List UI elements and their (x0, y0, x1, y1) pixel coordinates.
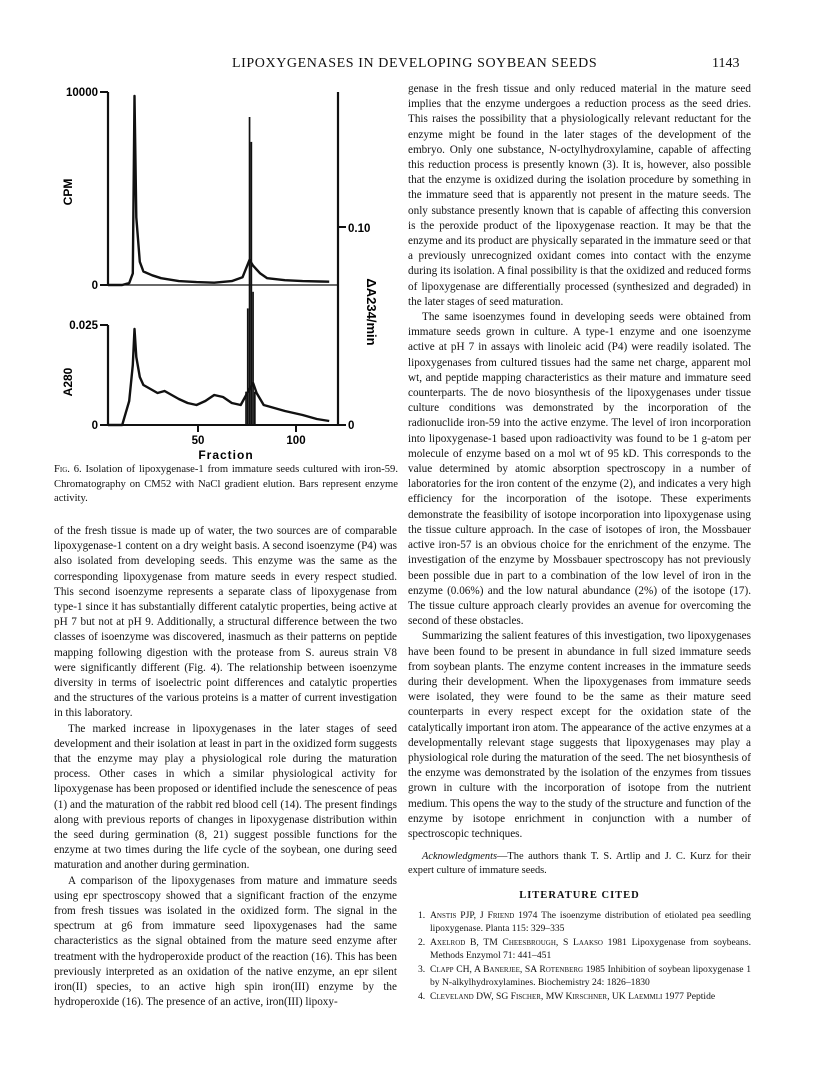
reference-item (408, 990, 751, 1003)
right-column (408, 82, 751, 1004)
reference-authors: Anstis PJP, J Friend (430, 910, 515, 922)
reference-text: 1977 Peptide (662, 991, 716, 1003)
figure-caption (54, 463, 398, 507)
reference-text: 1985 Inhibition of soybean lipoxygenase 1 by N-alkylhydroxylamines. Biochemistry 24: 1826–1830 (430, 964, 751, 989)
x-axis-label: Fraction (198, 448, 254, 462)
reference-authors: Cleveland DW, SG Fischer, MW Kirschner, UK Laemmli (430, 991, 663, 1003)
tick-label-10000: 10000 (66, 87, 98, 99)
activity-bar (252, 292, 254, 425)
reference-item (408, 936, 751, 962)
activity-bar (245, 392, 247, 425)
acknowledgments-label: Acknowledgments (422, 851, 498, 863)
series-line-cpm (108, 96, 329, 285)
y-axis-label-cpm: CPM (61, 178, 75, 206)
tick-label-0.025: 0.025 (69, 320, 98, 332)
series-layer (108, 96, 329, 425)
series-line-a280 (108, 329, 329, 425)
paragraph: The marked increase in lipoxygenases in the later stages of seed development and their isolation at least in part in the oxidized form suggests that the enzyme may play a physiological role during the maturation process. Other cases in which a similar physiological activity for lipoxygenase has been proposed or identified include the senescence of peas (1) and the maturation of the rabbit red blood cell (14). The present findings along with previous reports of changes in lipoxygenase distribution within the seed during germination (8, 21) suggest possible functions for the enzyme at two times during the life cycle of the soybean, one during seed maturation and another during germination. (54, 722, 397, 872)
page-header (0, 56, 816, 76)
paragraph: of the fresh tissue is made up of water, the two sources are of comparable lipoxygenase-1 content on a dry weight basis. A second isoenzyme (P4) was also isolated from developing seeds. This enzyme was the same as the corresponding lipoxygenase from mature seeds in every respect studied. This second isoenzyme represents a separate class of lipoxygenase from type-1 since it has substantially different catalytic properties, being active at pH 7 but not at pH 9. Additionally, a structural difference between the two classes of isoenzyme was discovered, inasmuch as their patterns on peptide mapping following digestion with the protease from S. aureus strain V8 were significantly different (Fig. 4). The relationship between isoenzyme diversity in terms of isoelectric point differences and catalytic properties and the structures of the various proteins is a matter of current investigation in this laboratory. (54, 525, 397, 720)
reference-item (408, 909, 751, 935)
reference-authors: Clapp CH, A Banerjee, SA Rotenberg (430, 964, 584, 976)
acknowledgments (408, 850, 751, 878)
x-tick-label-100: 100 (286, 435, 306, 447)
activity-bar (254, 392, 256, 425)
reference-number: 4. (418, 991, 426, 1003)
activity-bar (251, 142, 253, 425)
activity-bar (247, 308, 249, 425)
tick-label-right-zero: 0 (348, 420, 355, 432)
tick-label-bottom-zero: 0 (91, 420, 98, 432)
x-tick-label-50: 50 (191, 435, 205, 447)
reference-text: 1974 The isoenzyme distribution of etiolated pea seedling lipoxygenase. Planta 115: 329–335 (430, 910, 751, 935)
acknowledgments-text: —The authors thank T. S. Artlip and J. C. Kurz for their expert culture of immature seeds. (408, 851, 751, 877)
chromatography-chart (56, 82, 396, 462)
right-axis-label: ΔA234/min (364, 278, 379, 346)
page-number: 1143 (712, 56, 740, 71)
figure-6 (56, 82, 396, 462)
left-column (54, 524, 397, 1011)
running-title: LIPOXYGENASES IN DEVELOPING SOYBEAN SEEDS (232, 56, 598, 71)
paragraph: The same isoenzymes found in developing seeds were obtained from immature seeds grown in culture. A type-1 enzyme and one isoenzyme active at pH 7 in assays with linoleic acid (P4) were readily isolated. The lipoxygenases from cultured tissues had the same net charge, apparent mol wt, and peptide mapping characteristics as their mature and immature seed counterparts. The de novo biosynthesis of the lipoxygenases under tissue culture conditions was demonstrated by the incorporation of the radionuclide iron-59 into the active enzyme. The level of iron incorporation into lipoxygenase-1 based upon radioactivity was found to be 1 g-atom per molecule of enzyme based on a mol wt of 95 kD. This corresponds to the value determined by atomic absorption spectroscopy in a number of laboratories for the iron content of the enzyme (2), and indicates a very high efficiency for the incorporation of the isotope. These experiments demonstrate the feasibility of isotope incorporation into lipoxygenase using the tissue culture approach. In the case of isotopes of iron, the Mossbauer active iron-57 is an obvious choice for the enrichment of the enzyme. The investigation of the enzyme by Mossbauer spectroscopy has not previously been possible due in part to a combination of the low level of iron in the enzyme (0.06%) and the low natural abundance (2%) of the isotope (17). The tissue culture approach clearly provides an avenue for overcoming the second of these obstacles. (408, 311, 751, 628)
paragraph: genase in the fresh tissue and only reduced material in the mature seed implies that the enzyme undergoes a reduction process as the seed dries. This raises the possibility that a physiologically relevant reductant for the enzyme might be found in the later stages of the development of the embryo. Only one substance, N-octylhydroxylamine, capable of affecting this reduction process is presently known (3). It is, however, also possible that the enzyme is oxidized during the isolation procedure by something in the immature seed that is apparently not present in the mature seeds. The only substance presently known that is capable of affecting this conversion is the peroxide product of the lipoxygenase reaction. It may be that the enzyme and its product are physically separated in the immature seed or that a previously unrecognized oxidant comes into contact with the enzyme during its isolation. A final possibility is that the oxidized and reduced forms of lipoxygenase are differentially processed (synthesized and degraded) in the later stages of seed maturation. (408, 83, 751, 308)
reference-text: 1981 Lipoxygenase from soybeans. Methods Enzymol 71: 441–451 (430, 937, 751, 962)
y-axis-label-a280: A280 (61, 367, 75, 397)
activity-bar (249, 117, 251, 425)
reference-authors: Axelrod B, TM Cheesbrough, S Laakso (430, 937, 603, 949)
tick-label-right-0.10: 0.10 (348, 223, 371, 235)
reference-list (408, 909, 751, 1003)
reference-item (408, 963, 751, 989)
figure-label: Fig. 6. (54, 464, 82, 475)
reference-number: 1. (418, 910, 426, 922)
paragraph: A comparison of the lipoxygenases from mature and immature seeds using epr spectroscopy showed that a significant fraction of the enzyme from fresh tissues was isolated in the oxidized form. The signal in the spectrum at g6 from immature seed lipoxygenases had the same characteristics as the signal obtained from the mature seed enzyme after treatment with the hydroperoxide product of the reaction (16). This has been previously interpreted as an oxidation of the native enzyme, an epr silent iron(II) species, to an active high spin iron(III) enzyme by the hydroperoxide (16). The presence of an active, iron(III) lipoxy- (54, 874, 397, 1009)
literature-cited-heading: LITERATURE CITED (519, 890, 640, 902)
chart-axes (100, 92, 346, 432)
reference-number: 2. (418, 937, 426, 949)
enzyme-activity-bars (245, 117, 256, 425)
paragraph: Summarizing the salient features of this investigation, two lipoxygenases have been found to be present in abundance in full sized immature seeds from soybean plants. The enzyme content increases in the immature seeds during their development. When the lipoxygenases from immature seeds were isolated, they were found to be the same as their mature seed counterparts in every respect except for the oxidation state of the catalytically important iron atom. The appearance of the active enzymes at a developmentally relevant stage suggests that lipoxygenases may play a physiological role during the maturation of the seed. The net biosynthesis of the enzyme was demonstrated by the isolation of the enzymes from tissues grown in culture with the incorporation of isotope from the nutrient medium. This opens the way to the study of the structure and function of the enzyme by isotope enrichment in conjunction with a number of spectroscopic techniques. (408, 630, 751, 840)
tick-label-top-zero: 0 (91, 280, 98, 292)
figure-caption-text: Isolation of lipoxygenase-1 from immature seeds cultured with iron-59. Chromatography on CM52 with NaCl gradient elution. Bars represent enzyme activity. (54, 464, 398, 504)
reference-number: 3. (418, 964, 426, 976)
